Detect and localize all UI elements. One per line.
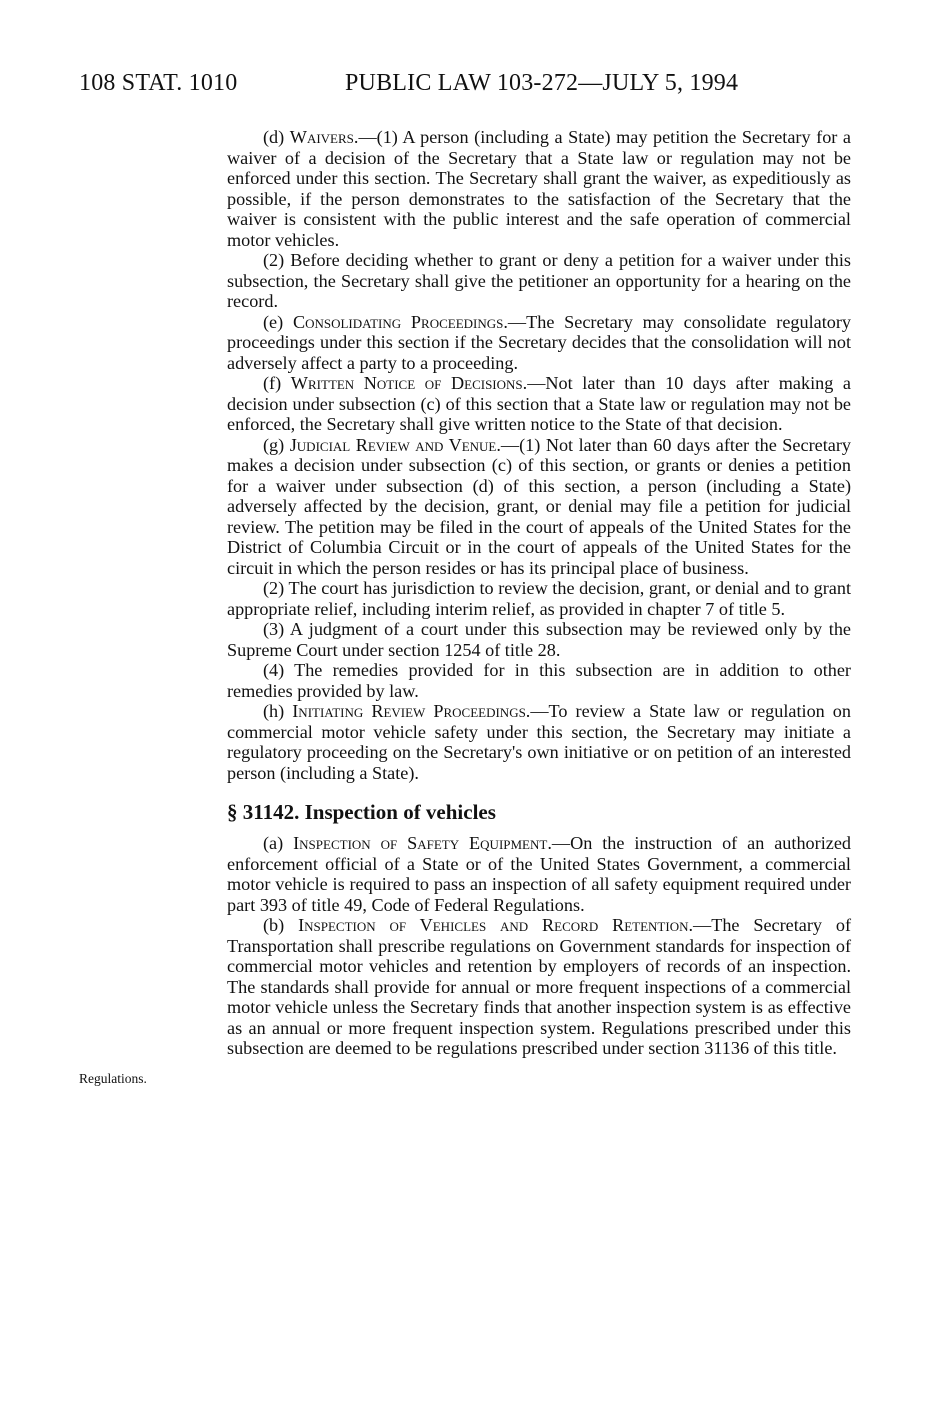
paragraph-g-2: (2) The court has jurisdiction to review the decision, grant, or denial and to grant appropriate relief, including interim relief, as provided in chapter 7 of title 5.: [227, 578, 851, 619]
subsection-caption: Inspection of Vehicles and Record Retention.: [298, 915, 694, 935]
section-heading: § 31142. Inspection of vehicles: [227, 800, 496, 824]
running-header: [0, 70, 947, 104]
subsection-caption: Consolidating Proceedings.: [292, 311, 508, 332]
paragraph-g-judicial-review: (g) Judicial Review and Venue.—(1) Not later than 60 days after the Secretary makes a decision under subsection (c) of this section, or grants or denies a petition for a waiver under subsection (d) of this section, a person (including a State) adversely affected by the decision, grant, or denial may file a petition for judicial review. The petition may be filed in the court of appeals of the United States for the District of Columbia Circuit or in the court of appeals of the United States for the circuit in which the person resides or has its principal place of business.: [227, 434, 851, 578]
margin-note: Regulations.: [79, 1071, 147, 1086]
page-reference: 108 STAT. 1010: [79, 70, 238, 96]
paragraph-d-2: (2) Before deciding whether to grant or deny a petition for a waiver under this subsection, the Secretary shall give the petitioner an opportunity for a hearing on the record.: [227, 250, 851, 311]
paragraph-g-3: (3) A judgment of a court under this subsection may be reviewed only by the Supreme Court under section 1254 of title 28.: [227, 619, 851, 660]
paragraph-a-safety-equipment: (a) Inspection of Safety Equipment.—On the instruction of an authorized enforcement official of a State or of the United States Government, a commercial motor vehicle is required to pass an inspection of all safety equipment required under part 393 of title 49, Code of Federal Regulations.: [227, 833, 851, 915]
law-title: PUBLIC LAW 103-272—JULY 5, 1994: [345, 70, 739, 96]
body-text: [227, 127, 851, 1059]
paragraph-d-waivers: (d) Waivers.—(1) A person (including a State) may petition the Secretary for a waiver of a decision of the Secretary that a State law or regulation may not be enforced under this section. The Secretary shall grant the waiver, as expeditiously as possible, if the person demonstrates to the satisfaction of the Secretary that the waiver is consistent with the public interest and the safe operation of commercial motor vehicles.: [227, 127, 851, 250]
subsection-caption: Waivers.: [289, 127, 359, 147]
paragraph-e-consolidating: (e) Consolidating Proceedings.—The Secretary may consolidate regulatory proceedings under this section if the Secretary decides that the consolidation will not adversely affect a party to a proceeding.: [227, 311, 852, 373]
paragraph-f-written-notice: (f) Written Notice of Decisions.—Not later than 10 days after making a decision under subsection (c) of this section that a State law or regulation may not be enforced, the Secretary shall give written notice to the State of that decision.: [227, 373, 852, 434]
subsection-caption: Initiating Review Proceedings.: [292, 701, 531, 721]
subsection-caption: Inspection of Safety Equipment.: [293, 833, 552, 853]
paragraph-h-initiating: (h) Initiating Review Proceedings.—To review a State law or regulation on commercial motor vehicle safety under this section, the Secretary may initiate a regulatory proceeding on the Secretary's own initiative or on petition of an interested person (including a State).: [227, 701, 851, 783]
subsection-caption: Judicial Review and Venue.: [289, 434, 501, 455]
paragraph-g-4: (4) The remedies provided for in this subsection are in addition to other remedies provided by law.: [227, 660, 851, 701]
paragraph-b-inspection-records: (b) Inspection of Vehicles and Record Retention.—The Secretary of Transportation shall prescribe regulations on Government standards for inspection of commercial motor vehicles and retention by employers of records of an inspection. The standards shall provide for annual or more frequent inspections of a commercial motor vehicle unless the Secretary finds that another inspection system is as effective as an annual or more frequent inspection system. Regulations prescribed under this subsection are deemed to be regulations prescribed under section 31136 of this title.: [227, 915, 852, 1058]
subsection-caption: Written Notice of Decisions.: [290, 373, 528, 393]
